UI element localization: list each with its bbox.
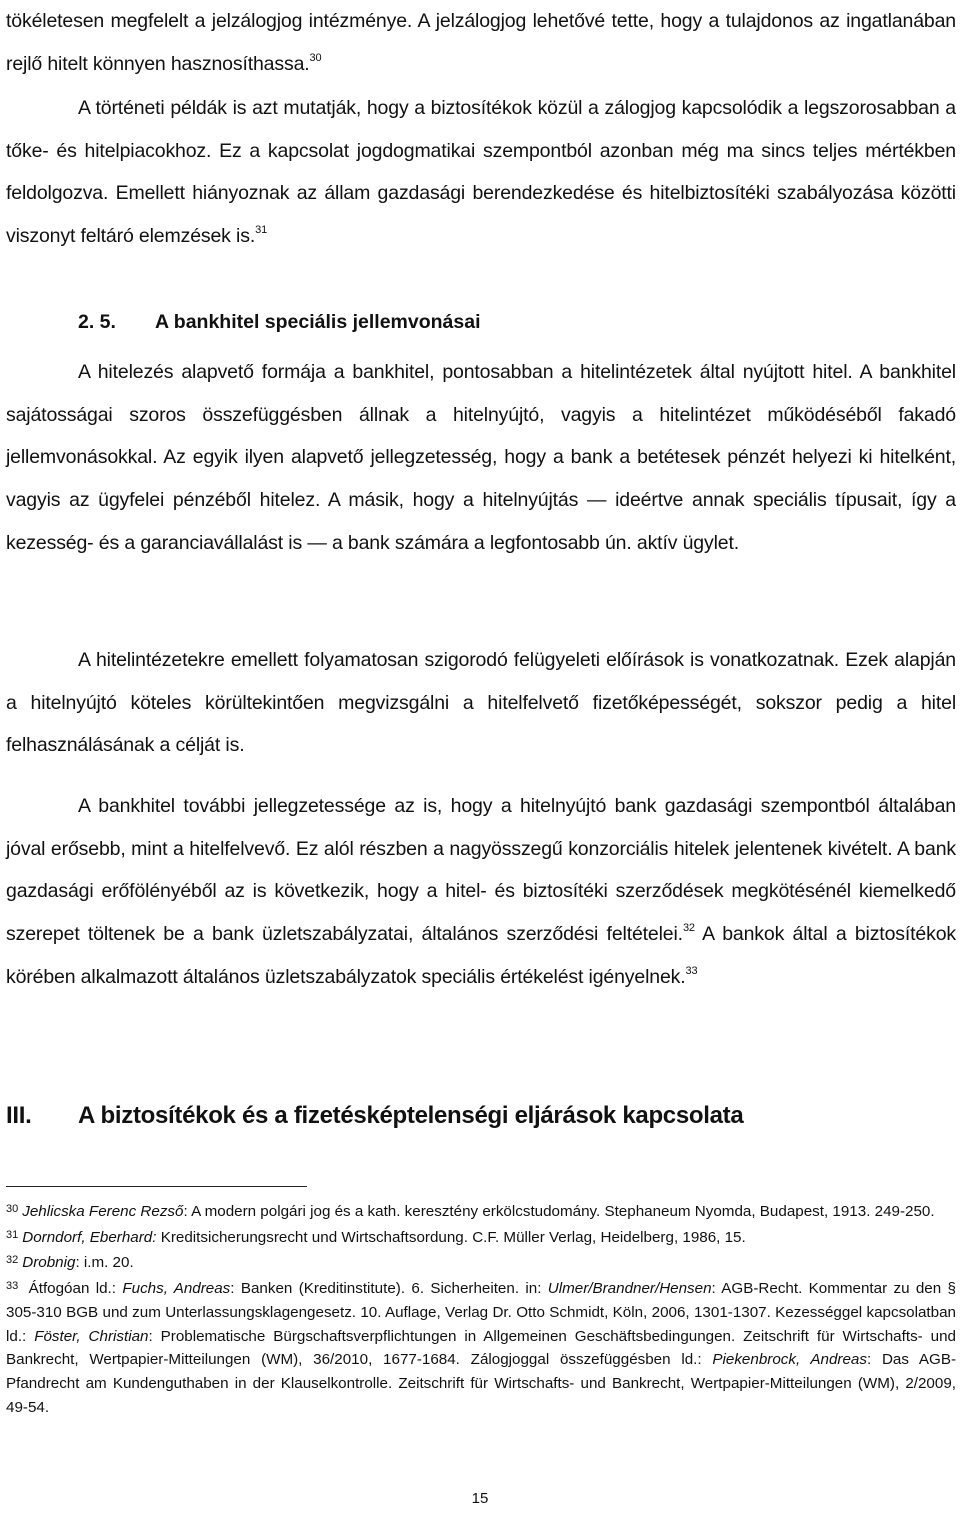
paragraph-text: A hitelintézetekre emellett folyamatosan szigorodó felügyeleti előírások is vonatkozatnak. Ezek alapján a hitelnyújtó köteles körültekintően megvizsgálni a hitelfelvető fizetőképességét, sokszor pedig a hitel felhasználásának a célját is.: [6, 649, 956, 757]
footnote-number: 30: [6, 1203, 19, 1215]
footnote-ref-32[interactable]: 32: [682, 922, 695, 935]
paragraph-text: tökéletesen megfelelt a jelzálogjog intézménye. A jelzálogjog lehetővé tette, hogy a tulajdonos az ingatlanában rejlő hitelt könnyen hasznosíthassa.: [6, 10, 956, 75]
chapter-number: III.: [6, 1102, 32, 1129]
footnote-author: Fuchs, Andreas: [122, 1280, 231, 1298]
paragraph-historical: [6, 87, 956, 258]
section-number: 2. 5.: [78, 311, 116, 333]
footnote-author: Piekenbrock, Andreas: [712, 1351, 867, 1369]
footnote-author: Föster, Christian: [34, 1327, 149, 1345]
footnote-text: Kreditsicherungsrecht und Wirtschaftsordung. C.F. Müller Verlag, Heidelberg, 1986, 15.: [156, 1228, 746, 1246]
footnote-text: : A modern polgári jog és a kath. keresztény erkölcstudomány. Stephaneum Nyomda, Budapest, 1913. 249-250.: [183, 1203, 935, 1220]
footnote-number: 31: [6, 1228, 19, 1241]
footnote-text: : Problematische Bürgschaftsverpflichtungen in Allgemeinen Geschäftsbedingungen. Zeitschrift für Wirtschafts- und Bankrecht, Wertpapier-Mitteilungen (WM), 36/2010, 1677-1684. Zálogjoggal összefüggésben ld.:: [6, 1327, 956, 1369]
footnote-ref-30[interactable]: 30: [309, 51, 322, 64]
footnote-ref-33[interactable]: 33: [685, 964, 698, 977]
chapter-heading: [6, 1094, 743, 1138]
footnote-author: Dorndorf, Eberhard:: [22, 1228, 157, 1246]
footnote-text: : AGB-Recht. Kommentar zu den § 305-310 BGB und zum Unterlassungsklagengesetz. 10. Auflage, Verlag Dr. Otto Schmidt, Köln, 2006, 1301-1307. Kezességgel kapcsolatban ld.:: [6, 1280, 956, 1345]
footnote-text: : i.m. 20.: [75, 1254, 134, 1272]
footnote-author: Ulmer/Brandner/Hensen: [547, 1280, 712, 1298]
paragraph-text: A bankhitel további jellegzetessége az is, hogy a hitelnyújtó bank gazdasági szempontból általában jóval erősebb, mint a hitelfelvevő. Ez alól részben a nagyösszegű konzorciális hitelek jelentenek kivételt. A bank gazdasági erőfölényéből az is következik, hogy a hitel- és biztosítéki szerződések megkötésénél kiemelkedő szerepet töltenek be a bank üzletszabályzatai, általános szerződési feltételei.: [6, 795, 956, 946]
paragraph-continuation: [6, 0, 956, 85]
footnote-30: [6, 1198, 956, 1224]
footnote-32: [6, 1249, 956, 1275]
footnotes: [6, 1198, 956, 1419]
footnote-author: Jehlicska Ferenc Rezső: [22, 1203, 184, 1220]
footnote-number: 33: [6, 1280, 19, 1293]
section-title: A bankhitel speciális jellemvonásai: [155, 311, 481, 333]
footnote-text: Átfogóan ld.:: [22, 1280, 123, 1298]
paragraph-economic-power: [6, 785, 956, 999]
footnote-33: [6, 1275, 956, 1419]
footnote-ref-31[interactable]: 31: [255, 224, 268, 237]
paragraph-bank-credit: [6, 351, 956, 565]
paragraph-text: A bankok által a biztosítékok körében alkalmazott általános üzletszabályzatok speciális értékelést igényelnek.: [6, 923, 956, 988]
footnote-author: Drobnig: [22, 1254, 76, 1272]
footnote-separator: [6, 1186, 307, 1187]
paragraph-text: A hitelezés alapvető formája a bankhitel, pontosabban a hitelintézetek által nyújtott hitel. A bankhitel sajátosságai szoros összefüggésben állnak a hitelnyújtó, vagyis a hitelintézet működéséből fakadó jellemvonásokkal. Az egyik ilyen alapvető jellegzetesség, hogy a bank a betétesek pénzét helyezi ki hitelként, vagyis az ügyfelei pénzéből hitelez. A másik, hogy a hitelnyújtás — ideértve annak speciális típusait, így a kezesség- és a garanciavállalást is — a bank számára a legfontosabb ún. aktív ügylet.: [6, 361, 956, 554]
section-heading: [78, 302, 481, 342]
footnote-number: 32: [6, 1254, 19, 1267]
paragraph-supervision: [6, 639, 956, 767]
chapter-title: A biztosítékok és a fizetésképtelenségi eljárások kapcsolata: [78, 1102, 744, 1129]
footnote-text: : Das AGB-Pfandrecht am Kundenguthaben in der Klauselkontrolle. Zeitschrift für Wirtschafts- und Bankrecht, Wertpapier-Mitteilungen (WM), 2/2009, 49-54.: [6, 1351, 957, 1416]
paragraph-text: A történeti példák is azt mutatják, hogy a biztosítékok közül a zálogjog kapcsolódik a legszorosabban a tőke- és hitelpiacokhoz. Ez a kapcsolat jogdogmatikai szempontból azonban még ma sincs teljes mértékben feldolgozva. Emellett hiányoznak az állam gazdasági berendezkedése és hitelbiztosítéki szabályozása közötti viszonyt feltáró elemzések is.: [6, 97, 956, 248]
footnote-31: [6, 1224, 956, 1250]
footnote-text: : Banken (Kreditinstitute). 6. Sicherheiten. in:: [230, 1280, 548, 1298]
page-number: 15: [471, 1490, 489, 1507]
